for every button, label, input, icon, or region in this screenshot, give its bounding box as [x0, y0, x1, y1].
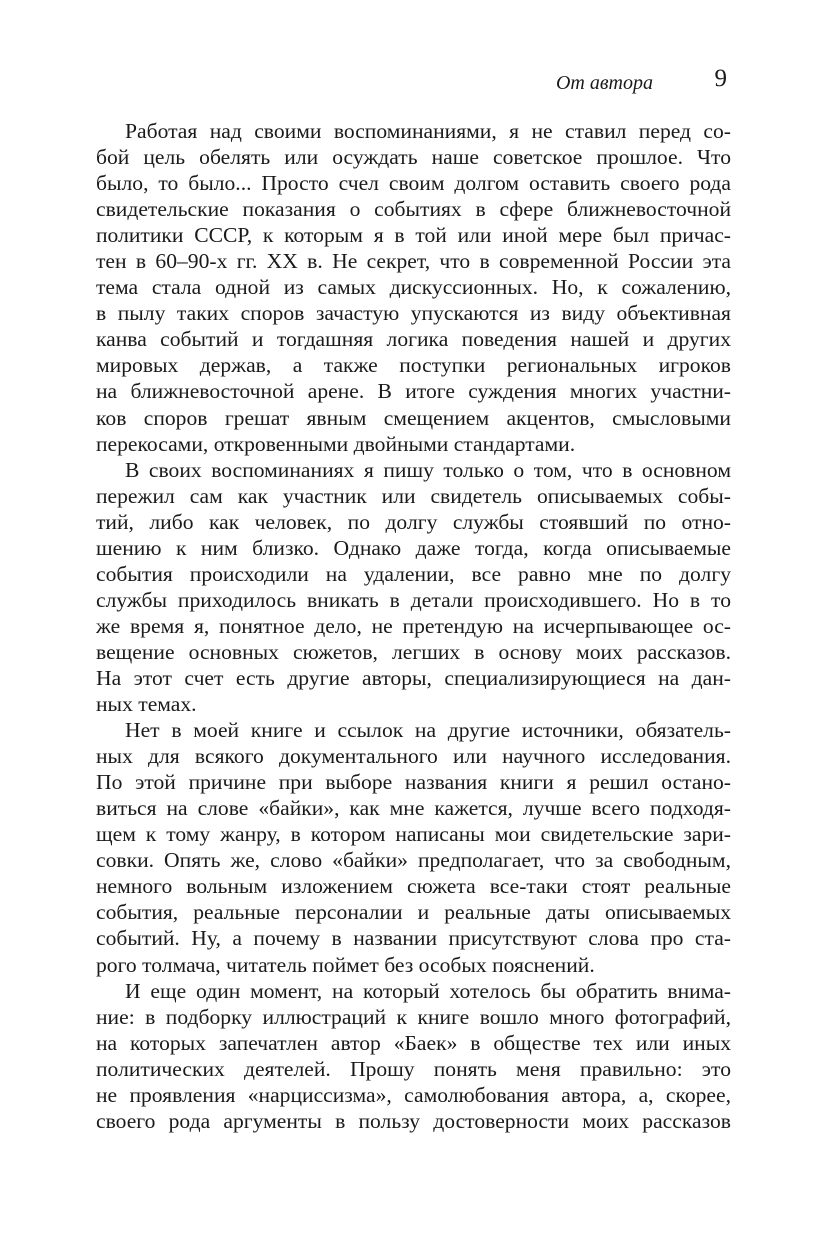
- text-line: бой цель обелять или осуждать наше советское прошлое. Что: [96, 145, 731, 170]
- text-line: службы приходилось вникать в детали происходившего. Но в то: [96, 587, 731, 612]
- text-line: политических деятелей. Прошу понять меня правильно: это: [96, 1056, 731, 1081]
- page-number: 9: [714, 65, 727, 92]
- text-line: мировых держав, а также поступки региональных игроков: [96, 353, 731, 378]
- text-line: шению к ним близко. Однако даже тогда, когда описываемые: [96, 535, 731, 560]
- text-line: в пылу таких споров зачастую упускаются из виду объективная: [96, 301, 731, 326]
- text-line: тен в 60–90-х гг. XX в. Не секрет, что в современной России эта: [96, 249, 731, 274]
- text-line: ных для всякого документального или научного исследования.: [96, 744, 731, 769]
- text-line: совки. Опять же, слово «байки» предполагает, что за свободным,: [96, 848, 731, 873]
- text-line: на которых запечатлен автор «Баек» в обществе тех или иных: [96, 1030, 731, 1055]
- text-line: события, реальные персоналии и реальные даты описываемых: [96, 900, 731, 925]
- text-line: события происходили на удалении, все равно мне по долгу: [96, 561, 731, 586]
- text-line: рого толмача, читатель поймет без особых пояснений.: [96, 952, 595, 977]
- text-line: пережил сам как участник или свидетель описываемых собы-: [96, 483, 731, 508]
- page-header: [96, 62, 731, 98]
- text-line: ных темах.: [96, 692, 197, 717]
- text-line: тий, либо как человек, по долгу службы стоявший по отно-: [96, 509, 731, 534]
- running-title: От автора: [555, 72, 653, 94]
- text-line: По этой причине при выборе названия книги я решил остано-: [96, 770, 731, 795]
- text-line: На этот счет есть другие авторы, специализирующиеся на дан-: [96, 665, 731, 690]
- text-line: немного вольным изложением сюжета все-таки стоят реальные: [96, 874, 731, 899]
- paragraph-1: [96, 118, 731, 457]
- paragraph-4: [96, 978, 731, 1134]
- text-line: Нет в моей книге и ссылок на другие источники, обязатель-: [125, 718, 731, 743]
- text-line: И еще один момент, на который хотелось бы обратить внима-: [125, 978, 731, 1003]
- text-line: на ближневосточной арене. В итоге суждения многих участни-: [96, 379, 731, 404]
- text-line: щем к тому жанру, в котором написаны мои свидетельские зари-: [96, 822, 731, 847]
- text-line: ков споров грешат явным смещением акцентов, смысловыми: [96, 405, 731, 430]
- text-line: тема стала одной из самых дискуссионных. Но, к сожалению,: [96, 275, 731, 300]
- text-line: В своих воспоминаниях я пишу только о том, что в основном: [125, 457, 731, 482]
- text-line: Работая над своими воспоминаниями, я не ставил перед со-: [125, 119, 731, 143]
- text-line: своего рода аргументы в пользу достоверности моих рассказов: [96, 1108, 731, 1133]
- text-line: же время я, понятное дело, не претендую на исчерпывающее ос-: [96, 613, 731, 638]
- text-line: не проявления «нарциссизма», самолюбования автора, а, скорее,: [96, 1082, 731, 1107]
- text-line: виться на слове «байки», как мне кажется, лучше всего подходя-: [96, 796, 731, 821]
- text-line: свидетельские показания о событиях в сфере ближневосточной: [96, 197, 731, 222]
- text-line: ние: в подборку иллюстраций к книге вошло много фотографий,: [96, 1004, 731, 1029]
- text-line: канва событий и тогдашняя логика поведения нашей и других: [96, 327, 731, 352]
- text-line: перекосами, откровенными двойными стандартами.: [96, 431, 576, 456]
- text-line: событий. Ну, а почему в названии присутствуют слова про ста-: [96, 926, 731, 951]
- paragraph-3: [96, 717, 731, 977]
- text-line: вещение основных сюжетов, легших в основу моих рассказов.: [96, 639, 731, 664]
- text-line: политики СССР, к которым я в той или иной мере был причас-: [96, 223, 731, 248]
- body-text: [96, 118, 731, 1134]
- text-line: было, то было... Просто счел своим долгом оставить своего рода: [96, 171, 731, 196]
- paragraph-2: [96, 457, 731, 717]
